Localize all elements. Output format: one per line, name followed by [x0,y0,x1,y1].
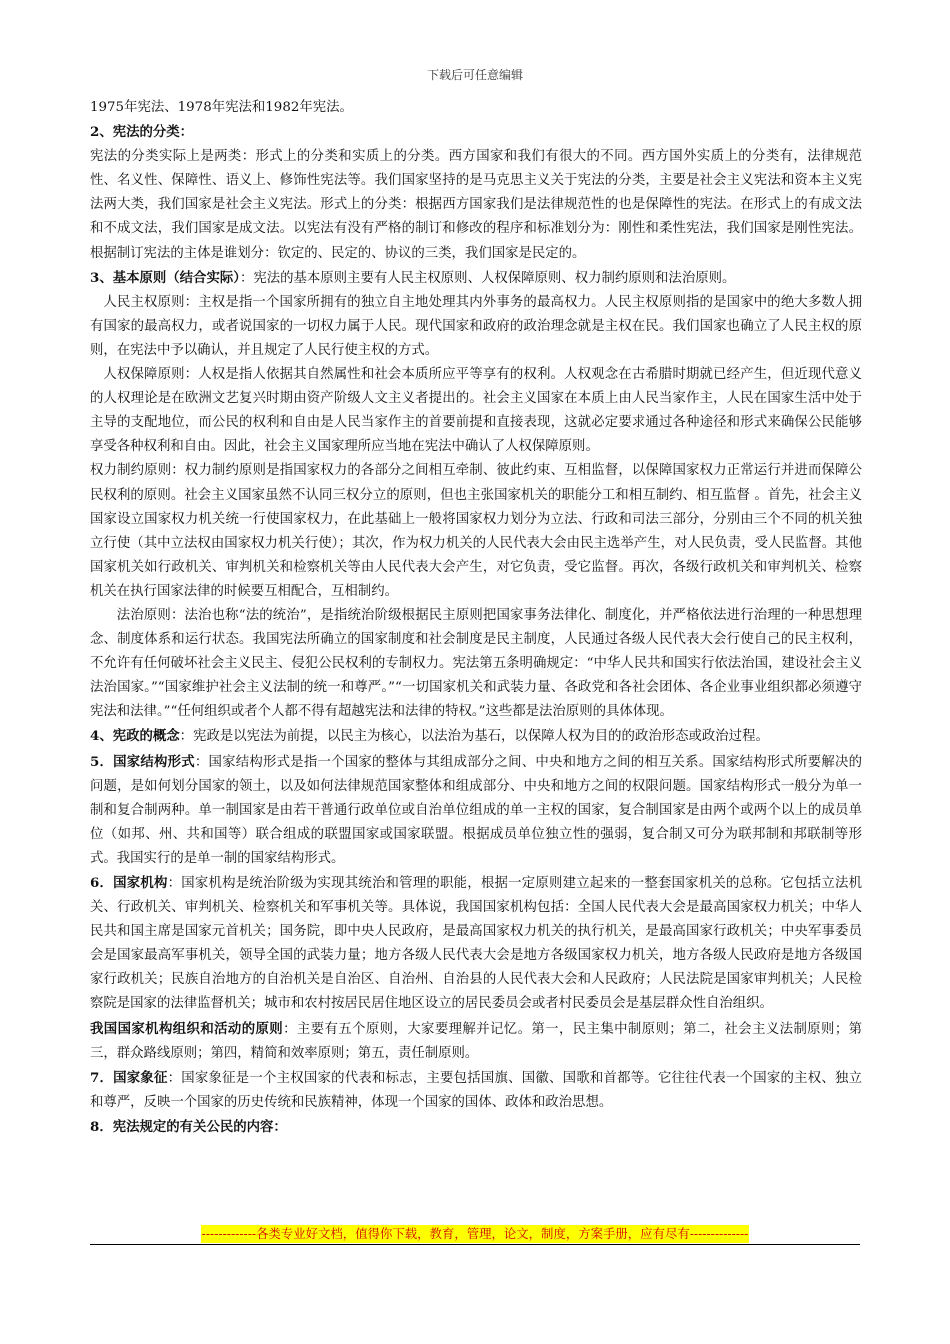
document-body [90,96,862,1140]
section-5-text: ：国家结构形式是指一个国家的整体与其组成部分之间、中央和地方之间的相互关系。国家结构形式所要解决的问题，是如何划分国家的领土，以及如何法律规范国家整体和组成部分、中央和地方之间的权限问题。国家结构形式一般分为单一制和复合制两种。单一制国家是由若干普通行政单位或自治单位组成的单一主权的国家，复合制国家是由两个或两个以上的成员单位（如邦、州、共和国等）联合组成的联盟国家或国家联盟。根据成员单位独立性的强弱，复合制又可分为联邦制和邦联制等形式。我国实行的是单一制的国家结构形式。 [90,754,862,866]
footer-divider [90,1244,860,1245]
section-4-title: 4、宪政的概念 [90,728,180,745]
paragraph-popular-sovereignty: 人民主权原则：主权是指一个国家所拥有的独立自主地处理其内外事务的最高权力。人民主权原则指的是国家中的绝大多数人拥有国家的最高权力，或者说国家的一切权力属于人民。现代国家和政府的政治理念就是主权在民。我们国家也确立了人民主权的原则，在宪法中予以确认，并且规定了人民行使主权的方式。 [90,294,862,358]
section-6-text: ：国家机构是统治阶级为实现其统治和管理的职能，根据一定原则建立起来的一整套国家机关的总称。它包括立法机关、行政机关、审判机关、检察机关和军事机关等。具体说，我国国家机构包括：全国人民代表大会是最高国家权力机关；中华人民共和国主席是国家元首机关；国务院，即中央人民政府，是最高国家权力机关的执行机关，是最高国家行政机关；中央军事委员会是国家最高军事机关，领导全国的武装力量；地方各级人民代表大会是地方各级国家权力机关，地方各级人民政府是地方各级国家行政机关；民族自治地方的自治机关是自治区、自治州、自治县的人民代表大会和人民政府；人民法院是国家审判机关；人民检察院是国家的法律监督机关；城市和农村按居民居住地区设立的居民委员会或者村民委员会是基层群众性自治组织。 [90,876,862,1012]
section-3-title-b: 结合实际 [179,269,234,286]
section-7-text: ：国家象征是一个主权国家的代表和标志，主要包括国旗、国徽、国歌和首都等。它往往代表一个国家的主权、独立和尊严，反映一个国家的历史传统和民族精神，体现一个国家的国体、政体和政治思想。 [90,1070,862,1110]
section-2-heading [90,120,862,145]
footer-banner [0,1223,950,1243]
section-6-paragraph [90,871,862,1017]
paragraph-rule-of-law: 法治原则：法治也称“法的统治”，是指统治阶级根据民主原则把国家事务法律化、制度化，并严格依法进行治理的一种思想理念、制度体系和运行状态。我国宪法所确立的国家制度和社会制度是民主制度，人民通过各级人民代表大会行使自己的民主权利，不允许有任何破坏社会主义民主、侵犯公民权利的专制权力。宪法第五条明确规定：“中华人民共和国实行依法治国，建设社会主义法治国家。”“国家维护社会主义法制的统一和尊严。”“一切国家机关和武装力量、各政党和各社会团体、各企业事业组织都必须遵守宪法和法律。”“任何组织或者个人都不得有超越宪法和法律的特权。”这些都是法治原则的具体体现。 [90,607,862,720]
section-5-paragraph [90,750,862,871]
section-3-title-a: 3、基本原则（ [90,269,180,286]
page-header: 下载后可任意编辑 [426,68,523,82]
organization-principles-title: 我国国家机构组织和活动的原则 [90,1020,284,1037]
section-4-paragraph [90,724,862,749]
section-7-title: 7．国家象征 [90,1069,168,1086]
section-2-title: 2、宪法的分类： [90,124,194,141]
footer-promo-text: -------------各类专业好文档，值得你下载，教育，管理，论文，制度，方案手册，应有尽有-------------- [201,1226,749,1241]
section-8-title: 8．宪法规定的有关公民的内容： [90,1118,287,1135]
section-3-text: ：宪法的基本原则主要有人民主权原则、人权保障原则、权力制约原则和法治原则。 [239,270,736,286]
section-7-paragraph [90,1066,862,1115]
section-6-title: 6．国家机构 [90,875,168,891]
section-3-paragraph [90,266,862,291]
section-8-heading [90,1115,862,1140]
organization-principles-paragraph [90,1017,862,1066]
paragraph-power-restraint: 权力制约原则：权力制约原则是指国家权力的各部分之间相互牵制、彼此约束、互相监督，以保障国家权力正常运行并进而保障公民权利的原则。社会主义国家虽然不认同三权分立的原则，但也主张国家机关的职能分工和相互制约、相互监督 。首先，社会主义国家设立国家权力机关统一行使国家权力，在此基础上一般将国家权力划分为立法、行政和司法三部分，分别由三个不同的机关独立行使（其中立法权由国家权力机关行使）；其次，作为权力机关的人民代表大会由民主选举产生，对人民负责，受人民监督。其他国家机关如行政机关、审判机关和检察机关等由人民代表大会产生，对它负责，受它监督。再次，各级行政机关和审判机关、检察机关在执行国家法律的时候要互相配合，互相制约。 [90,463,862,599]
section-5-title: 5．国家结构形式 [90,753,195,770]
section-2-text: 宪法的分类实际上是两类：形式上的分类和实质上的分类。西方国家和我们有很大的不同。西方国外实质上的分类有，法律规范性、名义性、保障性、语义上、修饰性宪法等。我们国家坚持的是马克思主义关于宪法的分类，主要是社会主义宪法和资本主义宪法两大类，我们国家是社会主义宪法。形式上的分类：根据西方国家我们是法律规范性的也是保障性的宪法。在形式上的有成文法和不成文法，我们国家是成文法。以宪法有没有严格的制订和修改的程序和标准划分为：刚性和柔性宪法，我们国家是刚性宪法。根据制订宪法的主体是谁划分：钦定的、民定的、协议的三类，我们国家是民定的。 [90,149,862,261]
section-3-title-c: ） [233,269,240,286]
paragraph-constitution-years: 1975年宪法、1978年宪法和1982年宪法。 [90,100,353,115]
organization-principles-text: ：主要有五个原则，大家要理解并记忆。第一，民主集中制原则；第二，社会主义法制原则；第三，群众路线原则；第四，精简和效率原则；第五，责任制原则。 [90,1021,863,1061]
section-4-text: ：宪政是以宪法为前提，以民主为核心，以法治为基石，以保障人权为目的的政治形态或政治过程。 [179,729,769,745]
paragraph-human-rights: 人权保障原则：人权是指人依据其自然属性和社会本质所应平等享有的权利。人权观念在古希腊时期就已经产生，但近现代意义的人权理论是在欧洲文艺复兴时期由资产阶级人文主义者提出的。社会主义国家在本质上由人民当家作主，人民在国家生活中处于主导的支配地位，而公民的权利和自由是人民当家作主的首要前提和直接表现，这就必定要求通过各种途径和形式来确保公民能够享受各种权利和自由。因此，社会主义国家理所应当地在宪法中确认了人权保障原则。 [90,367,862,455]
